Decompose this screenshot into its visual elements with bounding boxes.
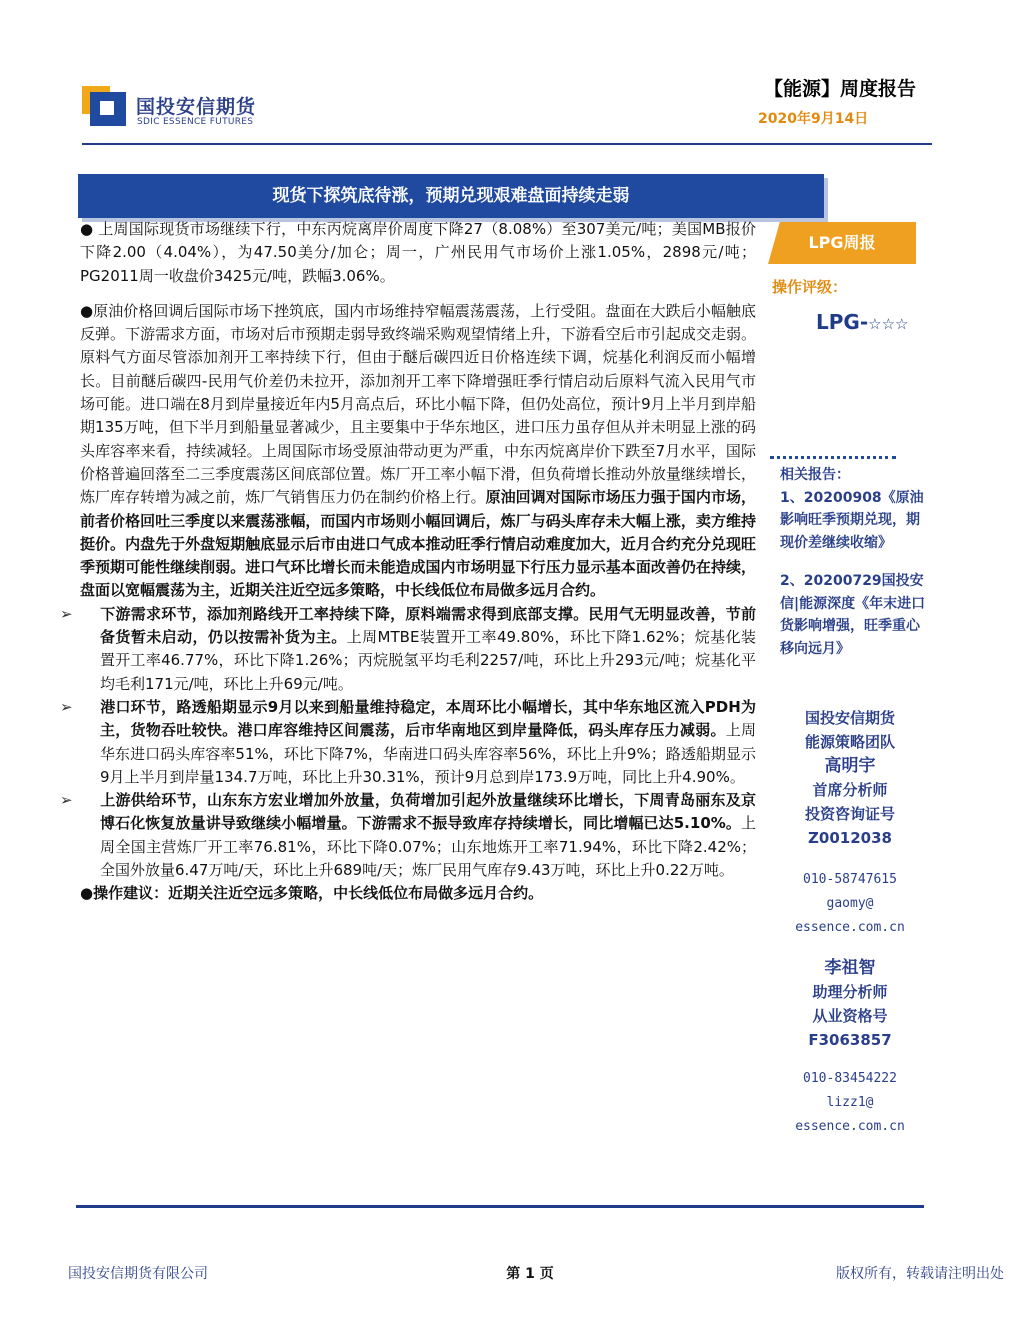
analyst-phone: 010-58747615 [803, 872, 897, 887]
analysis-text: ●原油价格回调后国际市场下挫筑底，国内市场维持窄幅震荡震荡，上行受阻。盘面在大跌后小幅触底反弹。下游需求方面，市场对后市预期走弱导致终端采购观望情绪上升，下游看空后市引起成交走弱。原料气方面尽管添加剂开工率持续下行，但由于醚后碳四近日价格连续下调，烷基化利润反而小幅增长。目前醚后碳四-民用气价差仍未拉开，添加剂开工率下降增强旺季行情启动后原料气流入民用气市场可能。进口端在8月到岸量接近年内5月高点后，环比小幅下降，但仍处高位，预计9月上半月到岸船期135万吨，但下半月到船量显著减少，且主要集中于华东地区，进口压力虽存但从并未明显上涨的码头库容率来看，持续减轻。上周国际市场受原油带动更为严重，中东丙烷离岸价下跌至7月水平，国际价格普遍回落至二三季度震荡区间底部位置。炼厂开工率小幅下滑，但负荷增长推动外放量继续增长，炼厂库存转增为减之前，炼厂气销售压力仍在制约价格上行。 [80, 301, 756, 507]
analyst-name: 高明宇 [824, 756, 876, 776]
page-number: 第 1 页 [506, 1266, 554, 1282]
analyst-name: 李祖智 [824, 958, 876, 978]
bullet-downstream [60, 603, 756, 696]
footer-divider [76, 1205, 924, 1208]
operation-rating [816, 310, 908, 334]
bullet-bold-text: 下游需求环节，添加剂路线开工率持续下降，原料端需求得到底部支撑。民用气无明显改善，节前备货暂未启动，仍以按需补货为主。 [100, 604, 756, 647]
arrow-icon: ➢ [60, 604, 73, 623]
analyst-email[interactable]: lizz1@ [826, 1095, 874, 1110]
report-date: 2020年9月14日 [758, 111, 869, 127]
analyst-cert-label: 从业资格号 [812, 1007, 888, 1025]
arrow-icon: ➢ [60, 791, 73, 810]
header-divider [82, 143, 932, 145]
bullet-text: 上周全国主营炼厂开工率76.81%，环比下降0.07%；山东地炼开工率71.94%，环比下降2.42%；全国外放量6.47万吨/天，环比上升689吨/天；炼厂民用气库存9.43万吨，环比上升0.22万吨。 [100, 814, 756, 880]
rating-product: LPG- [816, 310, 869, 334]
related-report-link[interactable]: 2、20200729国投安信|能源深度《年末进口货影响增强，旺季重心移向远月》 [780, 573, 926, 657]
lpg-weekly-tab-label: LPG周报 [808, 233, 876, 252]
report-body [60, 218, 756, 906]
analyst-contact [770, 868, 930, 940]
bullet-bold-text: 上游供给环节，山东东方宏业增加外放量，负荷增加引起外放量继续环比增长，下周青岛丽东及京博石化恢复放量讲导致继续小幅增量。下游需求不振导致库存持续增长，同比增幅已达5.10%。 [100, 791, 756, 833]
arrow-icon: ➢ [60, 697, 73, 716]
rating-stars: ☆☆☆ [868, 315, 909, 333]
related-reports-heading: 相关报告： [780, 467, 850, 483]
brand-name-en: SDIC ESSENCE FUTURES [137, 117, 254, 127]
analyst-title: 首席分析师 [812, 781, 888, 799]
analyst-cert-label: 投资咨询证号 [804, 805, 895, 823]
bullet-upstream [60, 789, 756, 882]
brand-name-cn: 国投安信期货 [136, 96, 257, 118]
bullet-text: 上周MTBE装置开工率49.80%，环比下降1.62%；烷基化装置开工率46.77%，环比下降1.26%；丙烷脱氢平均毛利2257/吨，环比上升293元/吨；烷基化平均毛利171元/吨，环比上升69元/吨。 [100, 628, 756, 693]
market-analysis [80, 300, 756, 603]
analysis-conclusion: 原油回调对国际市场压力强于国内市场，前者价格回吐三季度以来震荡涨幅，而国内市场则小幅回调后，炼厂与码头库存未大幅上涨，卖方维持挺价。内盘先于外盘短期触底显示后市由进口气成本推动旺季行情启动难度加大，近月合约充分兑现旺季预期可能性继续削弱。进口气环比增长而未能造成国内市场明显下行压力显示基本面改善仍在持续，盘面以宽幅震荡为主，近期关注近空远多策略，中长线低位布局做多远月合约。 [80, 488, 756, 600]
assistant-contact [770, 1067, 930, 1139]
report-title: 现货下探筑底待涨，预期兑现艰难盘面持续走弱 [272, 186, 630, 206]
bullet-bold-text: 港口环节，路透船期显示9月以来到船量维持稳定，本周环比小幅增长，其中华东地区流入PDH为主，货物吞吐较快。港口库容维持区间震荡，后市华南地区到岸量降低，码头库存压力减弱。 [100, 697, 756, 740]
operation-rating-label: 操作评级： [772, 278, 848, 296]
analyst-email-domain[interactable]: essence.com.cn [795, 920, 905, 935]
bullet-port [60, 696, 756, 789]
analyst-team [770, 706, 930, 850]
company-logo [82, 86, 130, 128]
related-report-link[interactable]: 1、20200908《原油影响旺季预期兑现，期现价差继续收缩》 [780, 489, 924, 551]
team-org: 国投安信期货 [804, 709, 895, 727]
related-reports [780, 464, 928, 660]
team-group: 能源策略团队 [804, 733, 895, 751]
analyst-email[interactable]: gaomy@ [826, 896, 874, 911]
bullet-text: 上周华东进口码头库容率51%，环比下降7%，华南进口码头库容率56%，环比上升9%；路透船期显示9月上半月到岸量134.7万吨，环比上升30.31%，预计9月总到岸173.9万吨，同比上升4.90%。 [100, 721, 756, 786]
footer-copyright: 版权所有，转载请注明出处 [836, 1266, 1004, 1282]
operation-advice: ●操作建议：近期关注近空远多策略，中长线低位布局做多远月合约。 [80, 884, 544, 903]
analyst-email-domain[interactable]: essence.com.cn [795, 1119, 905, 1134]
report-type: 【能源】周度报告 [763, 78, 916, 100]
analyst-phone: 010-83454222 [803, 1071, 897, 1086]
market-summary: ● 上周国际现货市场继续下行，中东丙烷离岸价周度下降27（8.08%）至307美元/吨；美国MB报价下降2.00（4.04%），为47.50美分/加仑；周一，广州民用气市场价上涨1.05%，2898元/吨；PG2011周一收盘价3425元/吨，跌幅3.06%。 [80, 220, 756, 285]
analyst-cert: F3063857 [808, 1031, 892, 1049]
analyst-title: 助理分析师 [812, 983, 888, 1001]
assistant-analyst [770, 956, 930, 1052]
analyst-cert: Z0012038 [808, 829, 892, 847]
footer-company: 国投安信期货有限公司 [68, 1266, 208, 1282]
dotted-divider [770, 456, 896, 459]
